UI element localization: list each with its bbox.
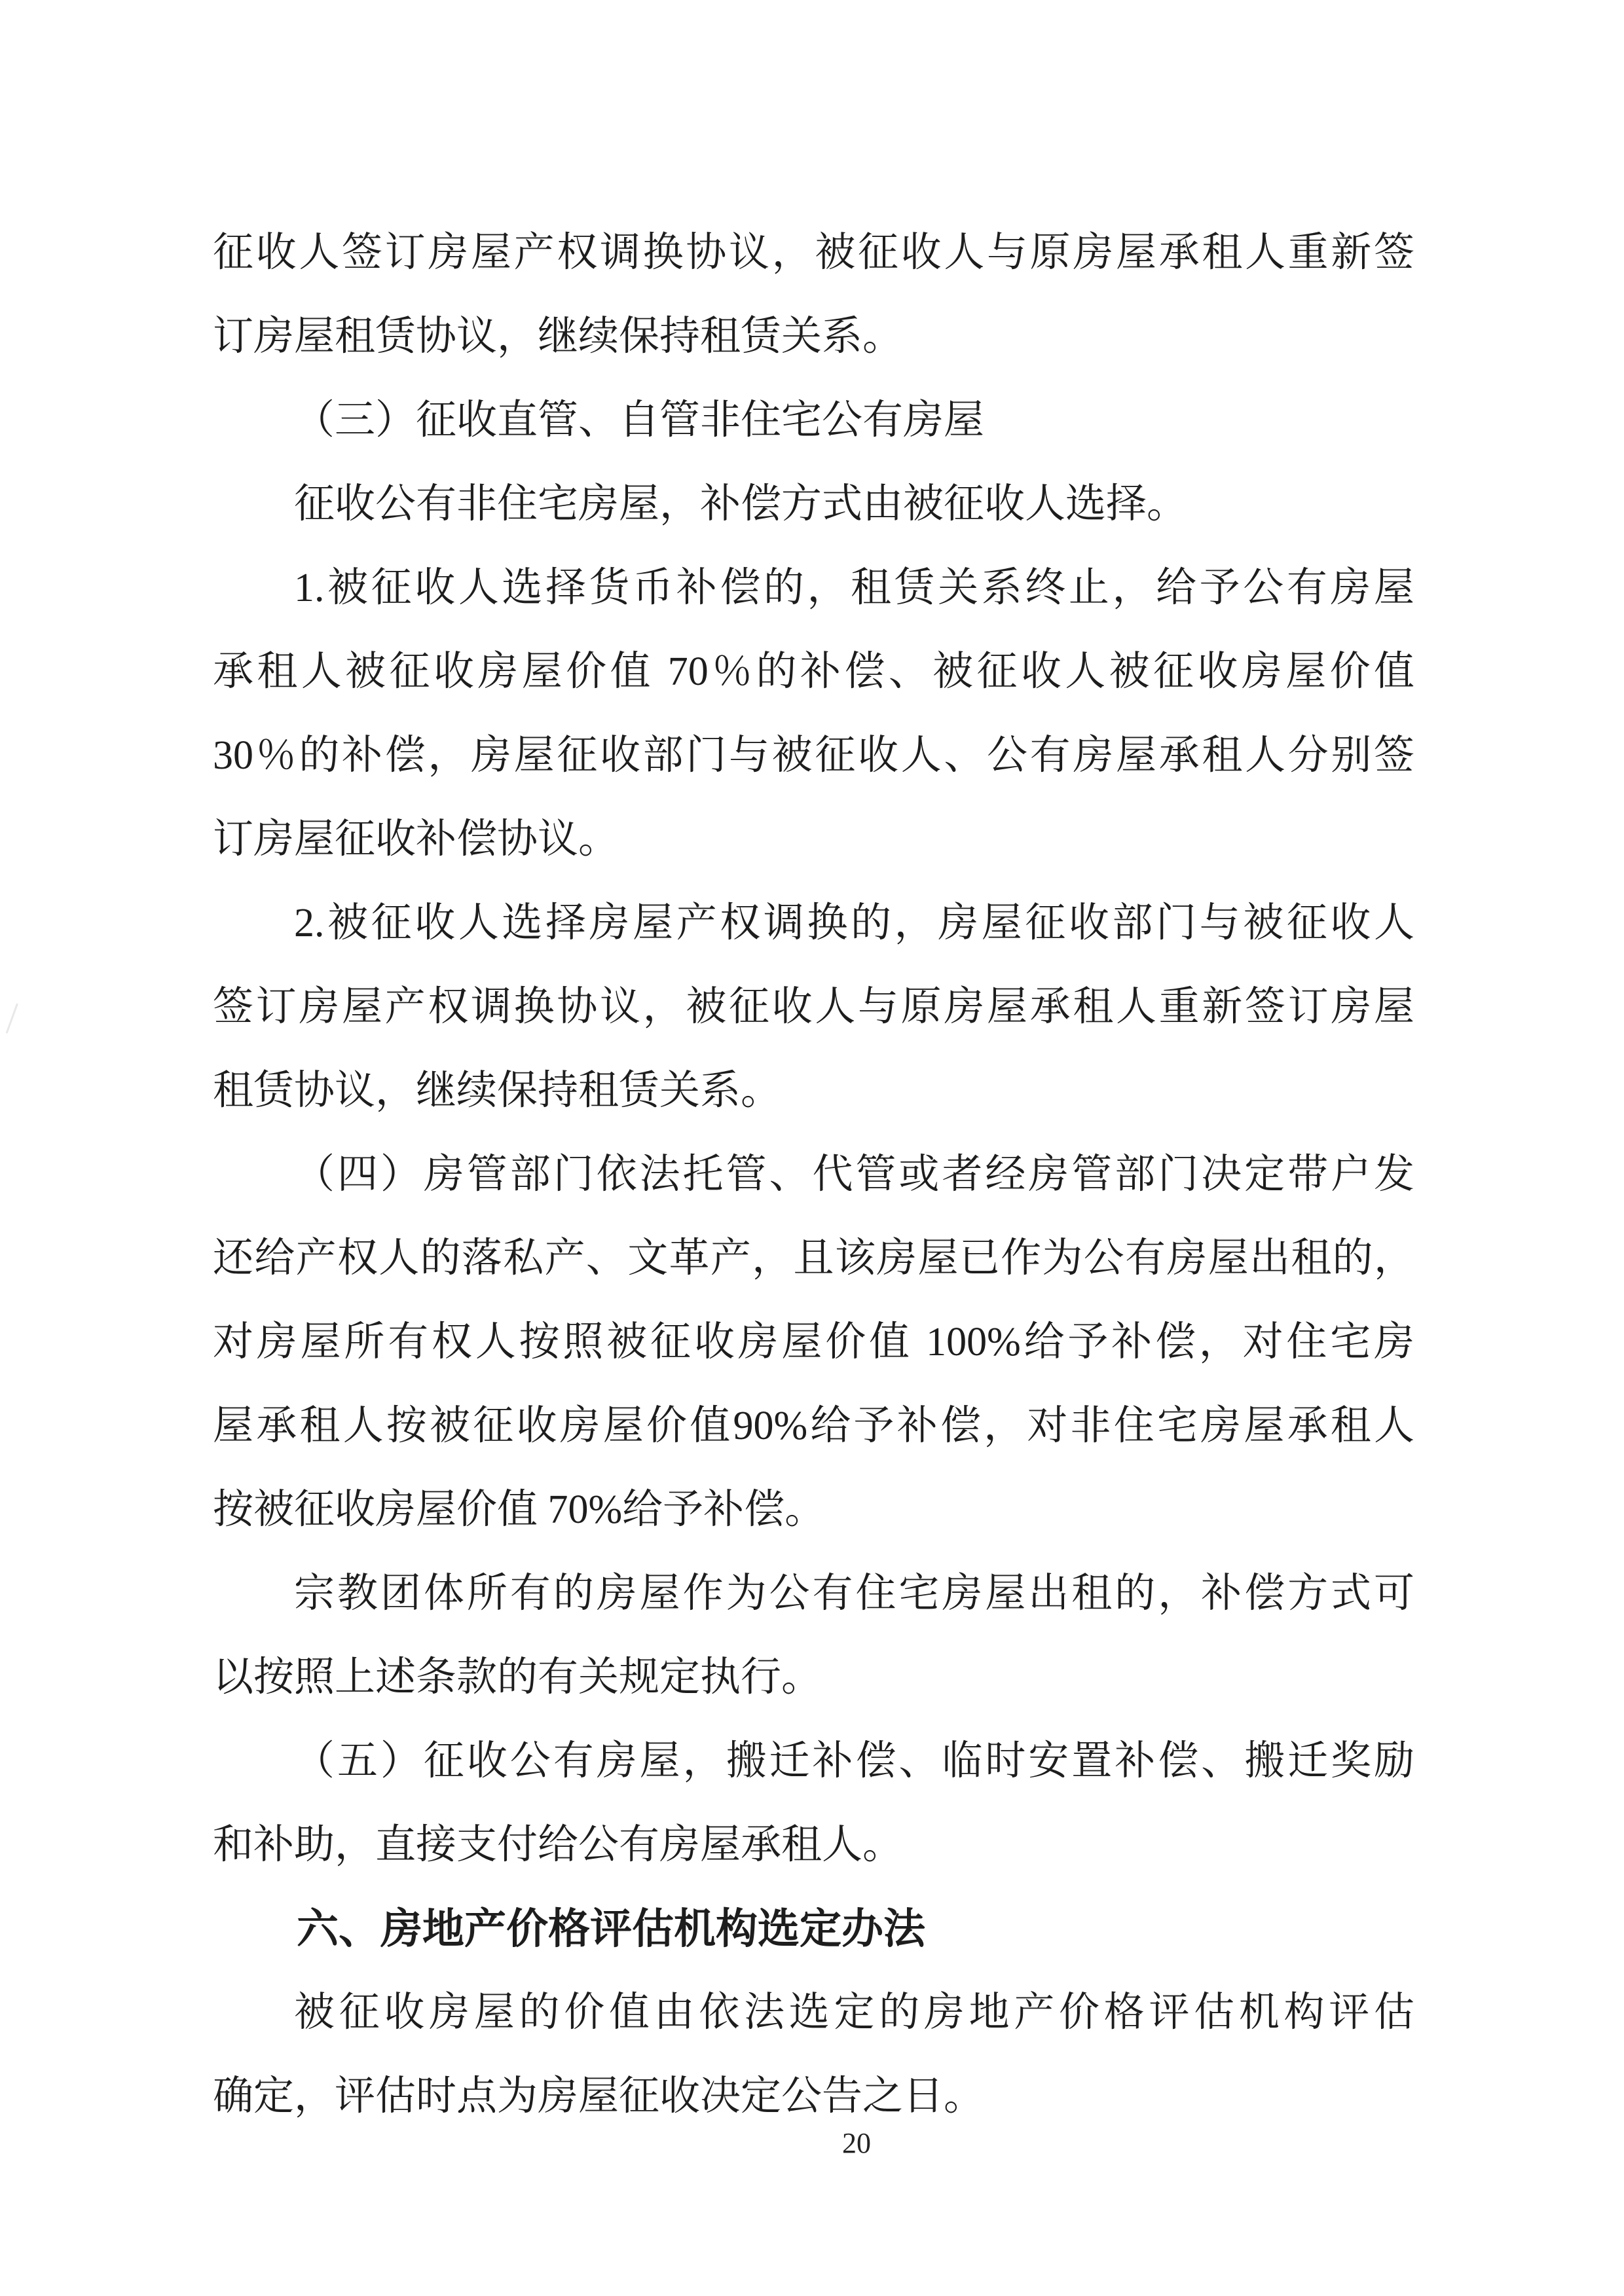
- document-line: 租赁协议，继续保持租赁关系。: [213, 1068, 782, 1113]
- document-line: 按被征收房屋价值 70%给予补偿。: [213, 1487, 826, 1532]
- document-line: 30％的补偿，房屋征收部门与被征收人、公有房屋承租人分别签: [213, 733, 1414, 778]
- document-line: 被征收房屋的价值由依法选定的房地产价格评估机构评估: [294, 1990, 1414, 2035]
- document-line: 宗教团体所有的房屋作为公有住宅房屋出租的，补偿方式可: [294, 1571, 1414, 1616]
- document-line: 签订房屋产权调换协议，被征收人与原房屋承租人重新签订房屋: [213, 985, 1414, 1029]
- document-line: 屋承租人按被征收房屋价值90%给予补偿，对非住宅房屋承租人: [213, 1404, 1414, 1448]
- document-line: 征收人签订房屋产权调换协议，被征收人与原房屋承租人重新签: [213, 230, 1414, 275]
- document-line: 2.被征收人选择房屋产权调换的，房屋征收部门与被征收人: [294, 901, 1414, 945]
- document-line: 还给产权人的落私产、文革产，且该房屋已作为公有房屋出租的，: [213, 1236, 1414, 1281]
- document-line: 对房屋所有权人按照被征收房屋价值 100%给予补偿，对住宅房: [213, 1320, 1414, 1364]
- document-line: 承租人被征收房屋价值 70％的补偿、被征收人被征收房屋价值: [213, 649, 1414, 694]
- document-text-block: [213, 211, 1414, 2138]
- document-line: 订房屋征收补偿协议。: [213, 817, 619, 862]
- document-line: 征收公有非住宅房屋，补偿方式由被征收人选择。: [294, 482, 1188, 526]
- document-line: 确定，评估时点为房屋征收决定公告之日。: [213, 2074, 985, 2119]
- document-line: 1.被征收人选择货币补偿的，租赁关系终止，给予公有房屋: [294, 566, 1414, 610]
- scan-artifact-mark: [6, 1003, 35, 1039]
- document-line: 订房屋租赁协议，继续保持租赁关系。: [213, 314, 904, 359]
- section-heading-six: 六、房地产价格评估机构选定办法: [297, 1905, 925, 1952]
- document-line: 和补助，直接支付给公有房屋承租人。: [213, 1823, 904, 1867]
- subsection-heading-three: （三）征收直管、自管非住宅公有房屋: [294, 398, 985, 443]
- subsection-heading-four: （四）房管部门依法托管、代管或者经房管部门决定带户发: [294, 1152, 1414, 1197]
- document-line: 以按照上述条款的有关规定执行。: [213, 1655, 822, 1700]
- subsection-heading-five: （五）征收公有房屋，搬迁补偿、临时安置补偿、搬迁奖励: [294, 1739, 1414, 1783]
- page-number: 20: [842, 2127, 871, 2159]
